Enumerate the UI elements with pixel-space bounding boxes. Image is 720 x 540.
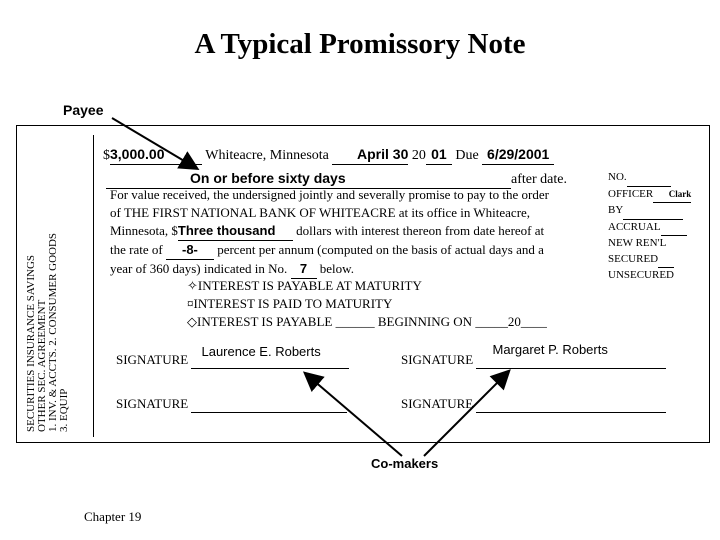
signature-4: SIGNATURE	[401, 396, 666, 413]
comaker-arrow-left	[306, 374, 402, 456]
interest-option: ✧INTEREST IS PAYABLE AT MATURITY	[187, 278, 422, 293]
year-field: 01	[426, 146, 452, 165]
option-symbol-icon: ◇	[187, 314, 197, 329]
signature-3: SIGNATURE	[116, 396, 347, 413]
payee-label: Payee	[63, 102, 104, 118]
option-symbol-icon: ✧	[187, 278, 198, 293]
comakers-label: Co-makers	[371, 456, 439, 471]
side-line: 1. INV. & ACCTS. 2. CONSUMER GOODS	[47, 232, 59, 432]
signer-name: Laurence E. Roberts	[201, 344, 321, 359]
payee-arrow	[112, 118, 196, 168]
side-line: OTHER SEC. AGREEMENT	[36, 299, 48, 432]
city-label: Whiteacre, Minnesota	[205, 148, 329, 163]
year-prefix: 20	[411, 148, 426, 163]
note-header: $3,000.00 Whiteacre, Minnesota April 30 20 01 Due 6/29/2001	[103, 146, 554, 165]
chapter-footer: Chapter 19	[84, 509, 142, 524]
signature-2: SIGNATURE Margaret P. Roberts	[401, 352, 666, 369]
body-line: Minnesota, $Three thousand dollars with interest thereon from date hereof at	[110, 222, 549, 241]
bank-use-column: NO. OFFICER Clark BY ACCRUAL NEW REN'L SECURED UNSECURED	[608, 171, 692, 281]
signature-1: SIGNATURE Laurence E. Roberts	[116, 352, 349, 369]
comaker-arrow-right	[424, 372, 508, 456]
interest-option: ◇INTEREST IS PAYABLE ______ BEGINNING ON _____20____	[187, 314, 547, 329]
option-symbol-icon: ¤	[187, 296, 194, 311]
body-line: the rate of -8- percent per annum (computed on the basis of actual days and a	[110, 241, 549, 260]
side-line: 3. EQUIP	[58, 388, 70, 432]
body-line: year of 360 days) indicated in No. 7 below.	[110, 260, 549, 279]
body-line: For value received, the undersigned jointly and severally promise to pay to the order	[110, 187, 549, 202]
amount-field: 3,000.00	[110, 146, 202, 165]
due-date-field: 6/29/2001	[482, 146, 554, 165]
date-field: April 30	[332, 146, 408, 165]
after-date: after date.	[511, 172, 567, 187]
signer-name: Margaret P. Roberts	[492, 342, 608, 357]
side-line: SECURITIES INSURANCE SAVINGS	[25, 254, 37, 432]
term-field: On or before sixty days	[106, 170, 511, 189]
due-label: Due	[455, 148, 479, 163]
page-title: A Typical Promissory Note	[194, 28, 526, 60]
body-line: of THE FIRST NATIONAL BANK OF WHITEACRE at its office in Whiteacre,	[110, 205, 531, 220]
interest-option: ¤INTEREST IS PAID TO MATURITY	[187, 296, 393, 311]
